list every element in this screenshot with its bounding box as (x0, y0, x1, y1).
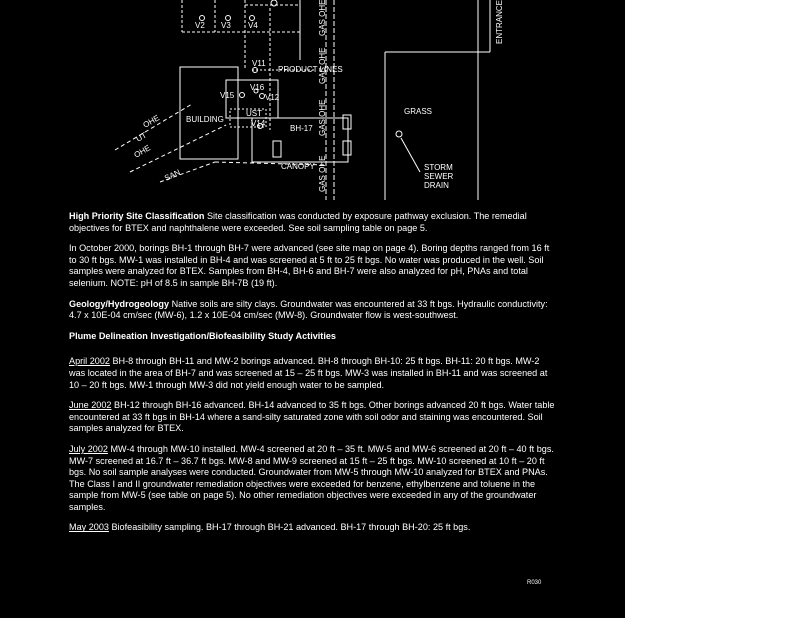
geology-text: Native soils are silty clays. Groundwater was encountered at 33 ft bgs. Hydraulic conductivity: 4.7 x 10E-04 cm/sec (MW-6), 1.2 x 10E-04 cm/sec (MW-8). Groundwater flow is west-southwest. (69, 298, 548, 321)
april-paragraph (69, 356, 555, 391)
map-label-drain: DRAIN (424, 181, 449, 190)
april-text: BH-8 through BH-11 and MW-2 borings advanced. BH-8 through BH-10: 25 ft bgs. BH-11: 20 ft bgs. MW-2 was located in the area of BH-7 and was screened at 15 – 25 ft bgs. MW-3 was installed in BH-11 and was screened at 10 – 20 ft bgs. MW-1 through MW-3 did not yield enough water to be sampled. (69, 356, 548, 390)
body-text (69, 211, 555, 543)
map-label-ohe-lower: OHE (132, 143, 153, 160)
july-text: MW-4 through MW-10 installed. MW-4 screened at 20 ft – 35 ft. MW-5 and MW-6 screened at 20 ft – 40 ft bgs. MW-7 screened at 16.7 ft – 36.7 ft bgs. MW-8 and MW-9 screened at 15 ft – 25 ft bgs. MW-10 screened at 10 ft – 20 ft bgs. No soil sample analyses were conducted. Groundwater from MW-5 through MW-10 analyzed for BTEX and PNAs. The Class I and II groundwater remediation objectives were exceeded for benzene, ethylbenzene and toluene in the sample from MW-5 (see table on page 5). No other remediation objectives were exceeded in any of the groundwater samples. (69, 443, 554, 512)
july-date: July 2002 (69, 443, 108, 454)
may-paragraph (69, 522, 555, 534)
plume-heading: Plume Delineation Investigation/Biofeasibility Study Activities (69, 330, 336, 341)
map-label-gas-ohe-bottom: GAS OHE (318, 155, 327, 192)
map-label-entrance: ENTRANCE (495, 0, 504, 44)
classification-paragraph (69, 211, 555, 234)
geology-heading: Geology/Hydrogeology (69, 298, 170, 309)
map-label-storm: STORM (424, 163, 453, 172)
map-label-grass: GRASS (404, 107, 433, 116)
may-text: Biofeasibility sampling. BH-17 through BH-21 advanced. BH-17 through BH-20: 25 ft bgs. (108, 522, 471, 533)
map-label-gas-ohe-mid2: GAS OHE (318, 99, 327, 136)
june-date: June 2002 (69, 400, 112, 411)
page-number: R030 (527, 580, 542, 586)
map-label-ut: UT (134, 130, 149, 144)
map-label-v4: V4 (248, 21, 258, 30)
map-label-v12: V12 (265, 93, 280, 102)
map-label-v2: V2 (195, 21, 205, 30)
map-label-v3: V3 (221, 21, 231, 30)
june-text: BH-12 through BH-16 advanced. BH-14 advanced to 35 ft bgs. Other borings advanced 20 ft bgs. Water table encountered at 33 ft bgs in BH-14 where a sand-silty saturated zone with soil odor and staining was encountered. Soil samples analyzed for BTEX. (69, 400, 555, 434)
geology-paragraph (69, 299, 555, 322)
map-label-gas-ohe-top: GAS OHE (318, 0, 327, 36)
october-paragraph: In October 2000, borings BH-1 through BH-7 were advanced (see site map on page 4). Boring depths ranged from 16 ft to 30 ft bgs. MW-1 was installed in BH-4 and was screened at 5 ft to 25 ft bgs. No water was produced in the well. Soil samples were analyzed for BTEX. Samples from BH-4, BH-6 and BH-7 were also analyzed for pH, PNAs and total selenium. NOTE: pH of 8.5 in sample BH-7B (19 ft). (69, 243, 550, 288)
map-label-ust: UST (246, 109, 262, 118)
map-label-v14: V14 (251, 119, 266, 128)
map-label-v11: V11 (252, 59, 266, 68)
june-paragraph (69, 400, 555, 435)
map-label-ohe-left: OHE (141, 113, 162, 130)
map-label-v15: V15 (220, 91, 235, 100)
classification-heading: High Priority Site Classification (69, 211, 205, 221)
classification-text: Site classification was conducted by exposure pathway exclusion. The remedial objectives for BTEX and naphthalene were exceeded. See soil sampling table on page 5. (69, 211, 527, 233)
map-label-gas-ohe-mid: GAS OHE (318, 47, 327, 84)
map-label-canopy: CANOPY (281, 162, 315, 171)
map-label-building: BUILDING (186, 115, 224, 124)
map-label-sewer: SEWER (424, 172, 454, 181)
site-map (0, 0, 625, 200)
map-label-v16: V16 (250, 83, 265, 92)
april-date: April 2002 (69, 356, 110, 367)
map-label-bh17: BH-17 (290, 124, 313, 133)
july-paragraph (69, 444, 555, 514)
may-date: May 2003 (69, 522, 109, 533)
map-label-product-lines: PRODUCT LINES (278, 65, 343, 74)
map-label-san: SAN (163, 167, 182, 183)
